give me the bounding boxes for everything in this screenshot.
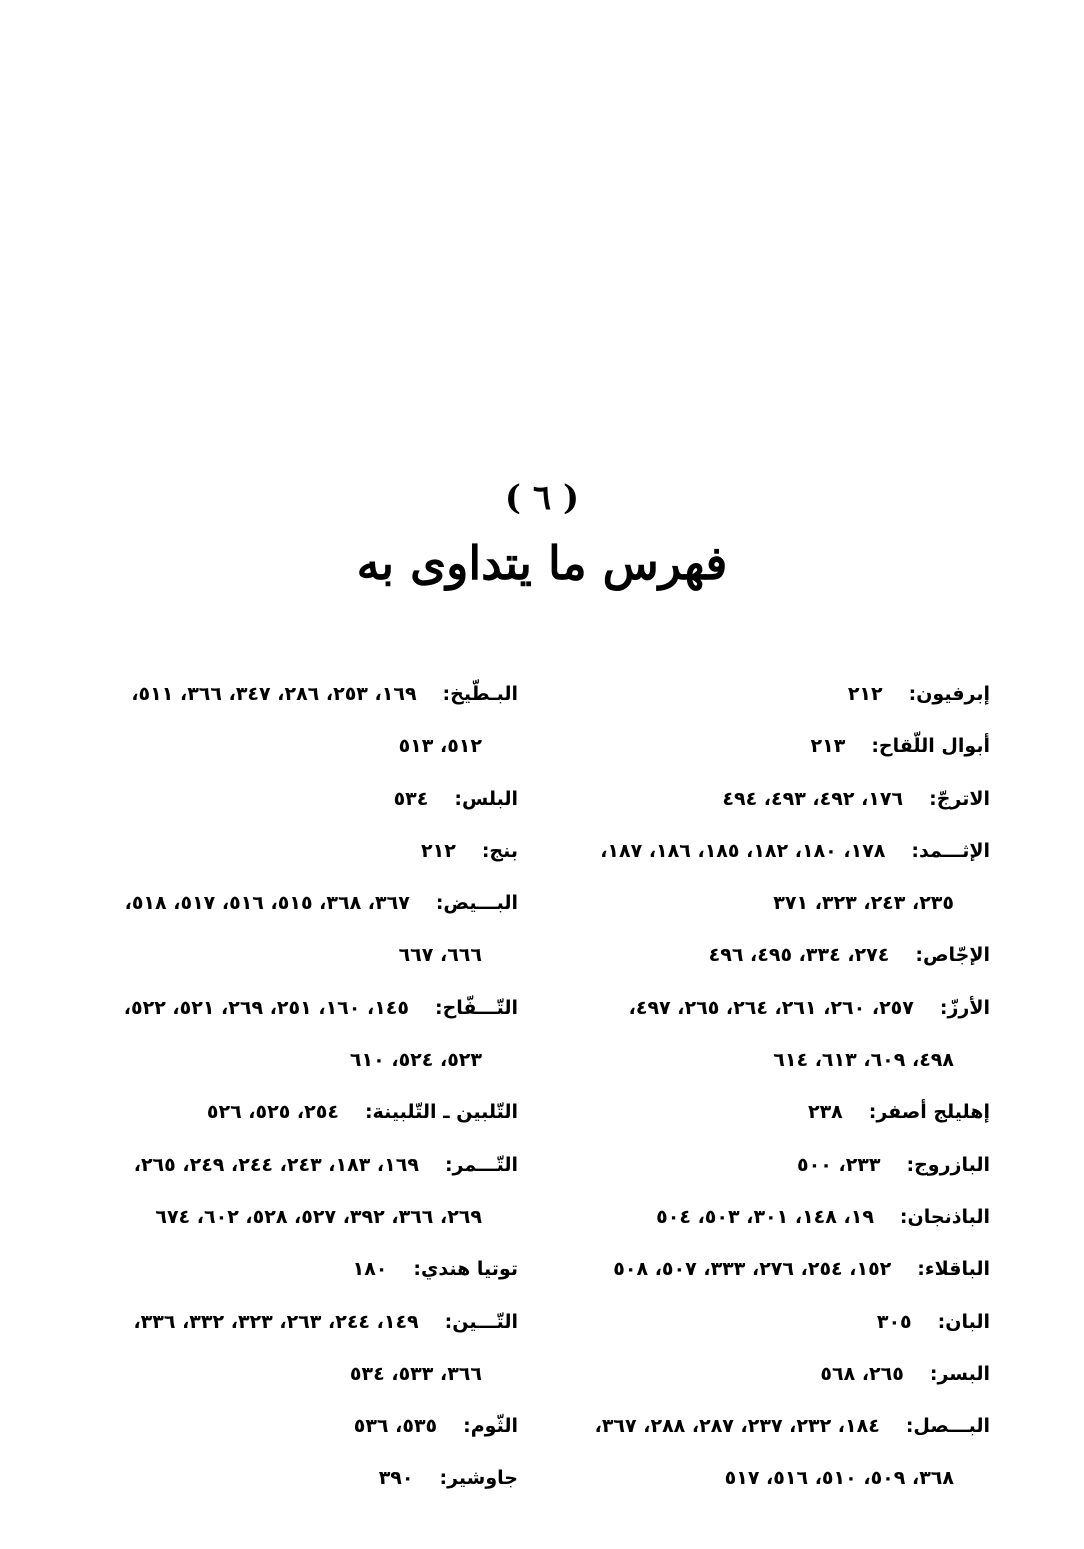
entry-term: التّلبين ـ التّلبينة: — [364, 1101, 518, 1124]
index-entry — [560, 929, 990, 981]
entry-pages: ٢١٢ — [847, 683, 883, 705]
index-entry — [88, 773, 518, 825]
index-entry — [560, 773, 990, 825]
entry-pages: ١٤٥، ١٦٠، ٢٥١، ٢٦٩، ٥٢١، ٥٢٢، — [123, 996, 409, 1019]
section-number: ( ٦ ) — [504, 478, 580, 518]
index-entry — [560, 1296, 990, 1348]
entry-term: البـــيض: — [435, 892, 518, 915]
index-entry — [88, 1400, 518, 1452]
index-entry-continuation — [88, 1034, 518, 1086]
entry-pages: ١٧٦، ٤٩٢، ٤٩٣، ٤٩٤ — [722, 787, 904, 810]
entry-term: إبرفيون: — [908, 683, 990, 705]
entry-pages: ٤٩٨، ٦٠٩، ٦١٣، ٦١٤ — [773, 1049, 954, 1072]
index-entry — [560, 1191, 990, 1243]
entry-pages: ٣٦٦، ٥٣٣، ٥٣٤ — [349, 1362, 482, 1385]
index-entry — [88, 877, 518, 929]
index-entry — [88, 1139, 518, 1191]
index-entry — [560, 720, 990, 772]
index-column-left — [88, 668, 518, 1505]
index-entry — [88, 1243, 518, 1295]
index-entry-continuation — [88, 1348, 518, 1400]
entry-pages: ٥٢٣، ٥٢٤، ٦١٠ — [349, 1049, 482, 1072]
entry-pages: ٣٠٥ — [876, 1310, 912, 1333]
index-entry — [88, 1296, 518, 1348]
entry-pages: ٣٩٠ — [378, 1467, 414, 1490]
index-entry — [560, 1400, 990, 1452]
entry-pages: ١٧٨، ١٨٠، ١٨٢، ١٨٥، ١٨٦، ١٨٧، — [600, 839, 886, 862]
index-entry-continuation — [560, 877, 990, 929]
entry-term: البـطّيخ: — [442, 683, 518, 705]
index-entry-continuation — [88, 1191, 518, 1243]
entry-pages: ٢٦٩، ٣٦٦، ٣٩٢، ٥٢٧، ٥٢٨، ٦٠٢، ٦٧٤ — [155, 1205, 482, 1228]
entry-term: الإثـــمد: — [911, 839, 990, 862]
entry-pages: ١٨٠ — [352, 1258, 388, 1281]
entry-term: أبوال اللّقاح: — [871, 735, 990, 758]
entry-term: توتيا هندي: — [413, 1258, 518, 1281]
index-entry — [560, 825, 990, 877]
entry-term: الباذنجان: — [899, 1205, 990, 1228]
entry-term: البان: — [937, 1310, 990, 1333]
index-entry-continuation — [560, 1034, 990, 1086]
entry-term: الثّوم: — [463, 1415, 518, 1438]
index-entry — [560, 1139, 990, 1191]
index-entry — [560, 1348, 990, 1400]
entry-pages: ٢٣٨ — [807, 1101, 843, 1124]
index-entry — [560, 668, 990, 720]
entry-pages: ٢٥٤، ٥٢٥، ٥٢٦ — [206, 1101, 339, 1124]
entry-pages: ٢٦٥، ٥٦٨ — [820, 1362, 904, 1385]
entry-term: الأرزّ: — [939, 996, 990, 1019]
entry-term: البـــصل: — [905, 1415, 990, 1438]
entry-pages: ٥٣٤ — [393, 787, 429, 810]
index-entry-continuation — [88, 720, 518, 772]
index-column-right — [560, 668, 990, 1505]
entry-term: التّـــين: — [444, 1310, 518, 1333]
entry-pages: ١٤٩، ٢٤٤، ٢٦٣، ٣٢٣، ٣٣٢، ٣٣٦، — [133, 1310, 419, 1333]
entry-pages: ٢٥٧، ٢٦٠، ٢٦١، ٢٦٤، ٢٦٥، ٤٩٧، — [628, 996, 914, 1019]
entry-pages: ٣٦٧، ٣٦٨، ٥١٥، ٥١٦، ٥١٧، ٥١٨، — [124, 892, 410, 915]
entry-term: التّـــمر: — [444, 1153, 518, 1176]
entry-pages: ٣٦٨، ٥٠٩، ٥١٠، ٥١٦، ٥١٧ — [724, 1467, 954, 1490]
index-entry — [560, 982, 990, 1034]
entry-pages: ١٨٤، ٢٣٢، ٢٣٧، ٢٨٧، ٢٨٨، ٣٦٧، — [594, 1415, 880, 1438]
index-entry — [88, 668, 518, 720]
index-entry-continuation — [88, 929, 518, 981]
index-entry-continuation — [560, 1452, 990, 1504]
entry-pages: ١٩، ١٤٨، ٣٠١، ٥٠٣، ٥٠٤ — [656, 1205, 874, 1228]
entry-pages: ٢٣٥، ٢٤٣، ٣٢٣، ٣٧١ — [773, 892, 954, 915]
entry-term: إهليلج أصفر: — [868, 1101, 990, 1124]
entry-pages: ١٥٢، ٢٥٤، ٢٧٦، ٣٣٣، ٥٠٧، ٥٠٨ — [613, 1258, 892, 1281]
entry-pages: ٢١٢ — [421, 839, 456, 862]
entry-term: البسر: — [929, 1362, 990, 1385]
index-entry — [88, 825, 518, 877]
entry-pages: ٢١٣ — [810, 735, 846, 758]
entry-pages: ٢٧٤، ٣٣٤، ٤٩٥، ٤٩٦ — [708, 944, 890, 967]
index-entry — [88, 1086, 518, 1138]
index-entry — [88, 1452, 518, 1504]
page-title: فهرس ما يتداوى به — [356, 536, 728, 590]
entry-pages: ٢٣٣، ٥٠٠ — [797, 1153, 881, 1176]
entry-pages: ٥٣٥، ٥٣٦ — [353, 1415, 438, 1438]
entry-term: الباقلاء: — [917, 1258, 990, 1281]
index-entry — [88, 982, 518, 1034]
entry-term: الاترجّ: — [929, 787, 990, 810]
entry-term: الإجّاص: — [915, 944, 990, 967]
entry-pages: ٥١٢، ٥١٣ — [398, 735, 482, 758]
entry-term: بنج: — [481, 839, 518, 862]
entry-term: التّـــفّاح: — [435, 996, 518, 1019]
index-entry — [560, 1243, 990, 1295]
index-entry — [560, 1086, 990, 1138]
entry-term: البازروج: — [906, 1153, 990, 1176]
entry-pages: ١٦٩، ٢٥٣، ٢٨٦، ٣٤٧، ٣٦٦، ٥١١، — [131, 683, 417, 705]
entry-pages: ٦٦٦، ٦٦٧ — [398, 944, 482, 967]
entry-term: جاوشير: — [439, 1467, 518, 1490]
entry-term: البلس: — [454, 787, 518, 810]
entry-pages: ١٦٩، ١٨٣، ٢٤٣، ٢٤٤، ٢٤٩، ٢٦٥، — [133, 1153, 419, 1176]
